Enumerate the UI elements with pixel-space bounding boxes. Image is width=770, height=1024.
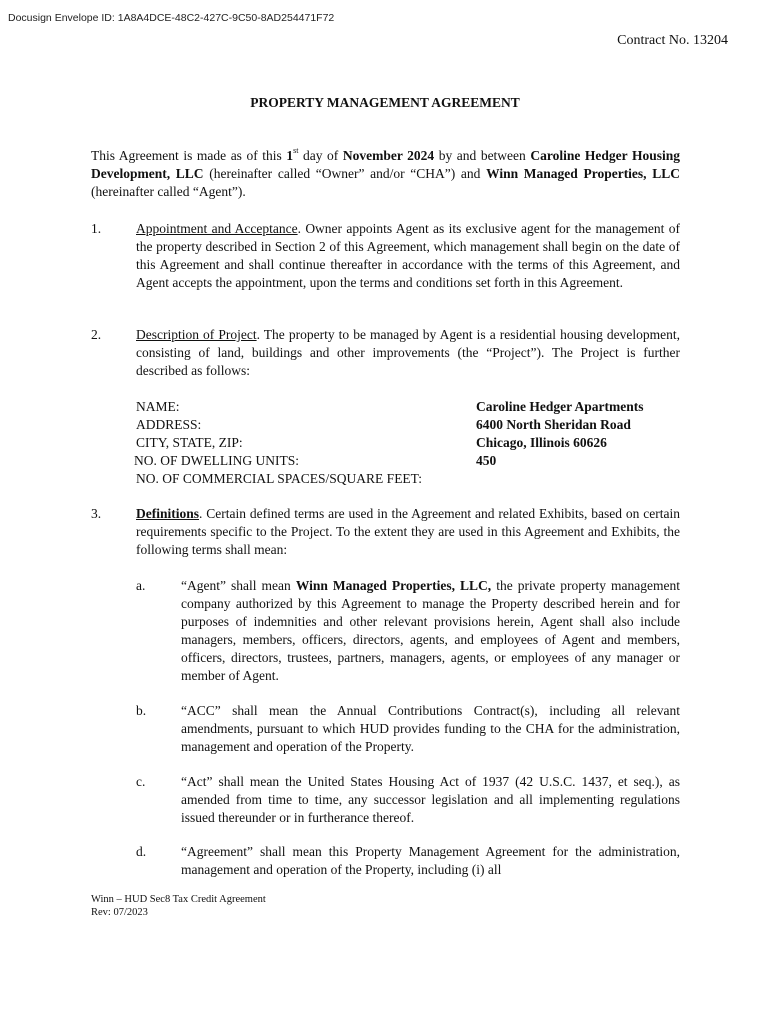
definition-text: “ACC” shall mean the Annual Contributions Contract(s), including all relevant amendments, pursuant to which HUD provides funding to the CHA for the administration, management and operation of the Property. [181, 703, 680, 754]
section-text: . Owner appoints Agent as its exclusive agent for the management of the property described in Section 2 of this Agreement, which management shall begin on the date of this Agreement and shall continue thereafter in accordance with the terms of this Agreement, and Agent accepts the appointment, upon the terms and conditions set forth in this Agreement. [136, 221, 680, 290]
definition-bold: Winn Managed Properties, LLC, [295, 578, 492, 593]
section-1-body [136, 220, 680, 292]
info-label: NO. OF DWELLING UNITS: [134, 453, 299, 468]
intro-month: November 2024 [342, 148, 435, 163]
definition-c [181, 773, 680, 827]
intro-text: This Agreement is made as of this [91, 148, 287, 163]
section-heading: Definitions [136, 506, 200, 521]
info-value: Caroline Hedger Apartments [476, 399, 644, 414]
section-text: . Certain defined terms are used in the Agreement and related Exhibits, based on certain requirements specific to the Project. To the extent they are used in this Agreement and Exhibits, the following terms shall mean: [136, 506, 680, 557]
info-value: 450 [476, 453, 497, 468]
info-label: NO. OF COMMERCIAL SPACES/SQUARE FEET: [136, 471, 423, 486]
definition-text: “Act” shall mean the United States Housing Act of 1937 (42 U.S.C. 1437, et seq.), as amended from time to time, any successor legislation and all implementing regulations issued thereunder or in furtherance thereof. [181, 774, 680, 825]
section-number: 1. [91, 221, 102, 236]
definition-text: the private property management company authorized by this Agreement to manage the Property described herein and for purposes of indemnities and other relevant provisions herein, Agent shall also include managers, members, officers, directors, agents, and employees of Agent and members, officers, directors, trustees, partners, managers, agents, or employees of any manager or member of Agent. [181, 578, 680, 683]
definition-a [181, 577, 680, 685]
intro-text: by and between [434, 148, 531, 163]
intro-text: (hereinafter called “Agent”). [91, 184, 246, 199]
definition-b [181, 702, 680, 756]
footer-agreement-name: Winn – HUD Sec8 Tax Credit Agreement [91, 894, 266, 905]
info-label: CITY, STATE, ZIP: [136, 435, 243, 450]
footer-revision: Rev: 07/2023 [91, 907, 148, 918]
contract-number: Contract No. 13204 [617, 33, 728, 48]
section-heading: Description of Project [136, 327, 257, 342]
info-value: Chicago, Illinois 60626 [476, 435, 607, 450]
intro-text: (hereinafter called “Owner” and/or “CHA”) and [203, 166, 487, 181]
definition-d [181, 843, 680, 879]
section-number: 2. [91, 327, 102, 342]
definition-text: “Agreement” shall mean this Property Management Agreement for the administration, management and operation of the Property, including (i) all [181, 844, 680, 877]
section-heading: Appointment and Acceptance [136, 221, 298, 236]
owner-name: Caroline Hedger Housing Development, LLC [91, 148, 680, 181]
definition-letter: a. [136, 578, 146, 593]
definition-letter: b. [136, 703, 147, 718]
intro-paragraph [91, 147, 680, 201]
info-label: NAME: [136, 399, 180, 414]
intro-day: 1 [286, 148, 294, 163]
definition-letter: d. [136, 844, 147, 859]
agent-name: Winn Managed Properties, LLC [486, 166, 680, 181]
section-number: 3. [91, 506, 102, 521]
section-3-body [136, 505, 680, 559]
intro-text: day of [298, 148, 343, 163]
definition-letter: c. [136, 774, 146, 789]
info-label: ADDRESS: [136, 417, 202, 432]
document-title: PROPERTY MANAGEMENT AGREEMENT [250, 95, 520, 110]
intro-day-suffix: st [293, 146, 299, 155]
section-text: . The property to be managed by Agent is a residential housing development, consisting of land, buildings and other improvements (the “Project”). The Project is further described as follows: [136, 327, 680, 378]
section-2-body [136, 326, 680, 380]
envelope-id: Docusign Envelope ID: 1A8A4DCE-48C2-427C-9C50-8AD254471F72 [8, 12, 335, 24]
definition-text: “Agent” shall mean [181, 578, 296, 593]
info-value: 6400 North Sheridan Road [476, 417, 631, 432]
